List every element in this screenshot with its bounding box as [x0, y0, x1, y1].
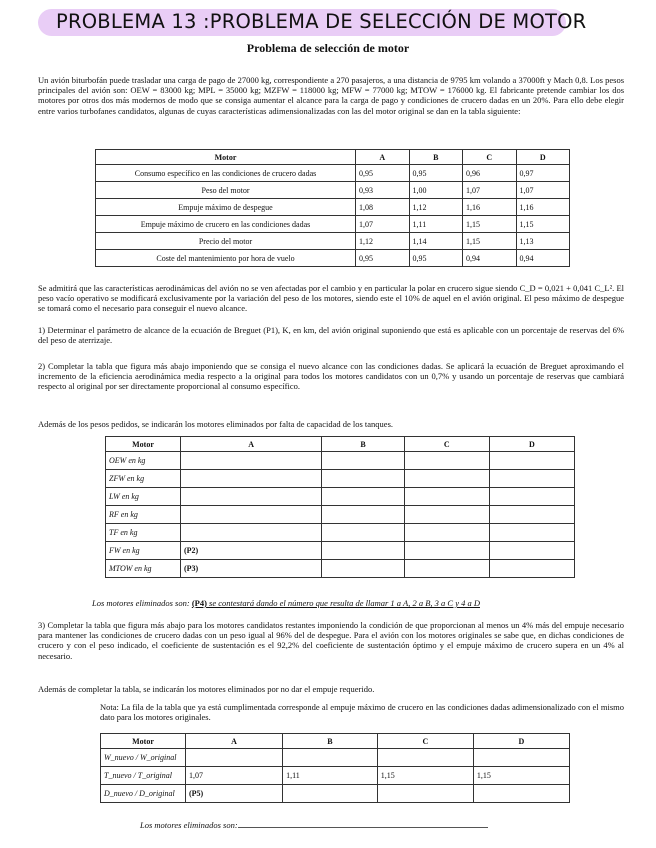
table-row [101, 767, 570, 785]
table2-cell[interactable] [489, 560, 574, 578]
table1-cell: 1,11 [409, 216, 463, 233]
table1-cell: 0,94 [516, 250, 570, 267]
table3-cell: 1,07 [186, 767, 283, 785]
table2-cell[interactable] [181, 470, 322, 488]
table2-cell[interactable] [322, 488, 404, 506]
table3-cell: W_nuevo / W_original [101, 749, 186, 767]
table1-cell: Empuje máximo de despegue [96, 199, 356, 216]
table1-cell: Peso del motor [96, 182, 356, 199]
table3-header-3: C [377, 734, 473, 749]
table1-cell: 1,12 [356, 233, 410, 250]
table2-cell[interactable] [322, 524, 404, 542]
table2-cell: RF en kg [106, 506, 181, 524]
table1-header-3: C [463, 150, 517, 165]
eliminated-engines-p4 [92, 598, 480, 608]
table2-cell[interactable] [489, 542, 574, 560]
table2-cell[interactable] [404, 452, 489, 470]
table2-cell[interactable] [489, 488, 574, 506]
table2-cell: OEW en kg [106, 452, 181, 470]
table2-header-4: D [489, 437, 574, 452]
table1-header-0: Motor [96, 150, 356, 165]
table-row [106, 524, 575, 542]
table2-cell[interactable] [322, 452, 404, 470]
thrust-drag-table [100, 733, 570, 803]
table1-header-4: D [516, 150, 570, 165]
elim1-prefix: Los motores eliminados son: [92, 598, 192, 608]
table1-cell: 1,15 [516, 216, 570, 233]
table1-cell: Consumo específico en las condiciones de crucero dadas [96, 165, 356, 182]
table1-cell: 1,08 [356, 199, 410, 216]
table2-cell[interactable] [181, 524, 322, 542]
table1-cell: 1,00 [409, 182, 463, 199]
table1-cell: 1,16 [463, 199, 517, 216]
table-row [106, 488, 575, 506]
elim1-rest: se contestará dando el número que resulta de llamar 1 a A, 2 a B, 3 a C y 4 a D [206, 598, 480, 608]
table2-cell[interactable] [489, 452, 574, 470]
table3-cell: 1,15 [473, 767, 569, 785]
table1-cell: 1,16 [516, 199, 570, 216]
page-subtitle: Problema de selección de motor [246, 41, 410, 55]
table3-cell[interactable] [186, 749, 283, 767]
table1-cell: Empuje máximo de crucero en las condiciones dadas [96, 216, 356, 233]
table2-cell: (P3) [181, 560, 322, 578]
table3-cell: D_nuevo / D_original [101, 785, 186, 803]
table2-header-1: A [181, 437, 322, 452]
eliminated-engines-final [140, 820, 488, 830]
table1-cell: 1,07 [463, 182, 517, 199]
question-2: 2) Completar la tabla que figura más abajo imponiendo que se consiga el nuevo alcance con las condiciones dadas. Se aplicará la ecuación de Breguet aproximando el incremento de la eficiencia aerodinámica media respecto a la original para todos los motores candidatos con un 0,7% y usando un porcentaje de reservas que cambiará respecto al original por ser directamente proporcional al consumo específico. [38, 361, 624, 392]
table2-cell: FW en kg [106, 542, 181, 560]
weights-table [105, 436, 575, 578]
table1-header-1: A [356, 150, 410, 165]
table2-cell[interactable] [404, 560, 489, 578]
question-3: 3) Completar la tabla que figura más abajo para los motores candidatos restantes imponiendo la condición de que proporcionan al menos un 4% más del empuje necesario para mantener las condiciones de crucero dadas con un peso igual al 96% del de despegue. Para el avión con los motores originales se sabe que, en dichas condiciones de crucero y con el peso indicado, el coeficiente de sustentación es el 92,2% del coeficiente de sustentación óptimo y el empuje máximo de crucero supera en un 4% al necesario. [38, 620, 624, 661]
table-row [96, 199, 570, 216]
table2-header-0: Motor [106, 437, 181, 452]
table-row [96, 165, 570, 182]
table2-cell[interactable] [404, 488, 489, 506]
table-row [106, 452, 575, 470]
table1-cell: 0,95 [409, 165, 463, 182]
table2-cell: MTOW en kg [106, 560, 181, 578]
table2-cell: ZFW en kg [106, 470, 181, 488]
table2-cell[interactable] [404, 542, 489, 560]
engine-characteristics-table [95, 149, 570, 267]
table-note: Nota: La fila de la tabla que ya está cumplimentada corresponde al empuje máximo de crucero en las condiciones dadas adimensionalizado con el mismo dato para los motores originales. [100, 702, 624, 723]
table-row [106, 470, 575, 488]
table3-header-4: D [473, 734, 569, 749]
table3-cell[interactable] [473, 749, 569, 767]
table1-cell: 0,97 [516, 165, 570, 182]
table-row [101, 749, 570, 767]
table-row [106, 560, 575, 578]
table2-cell[interactable] [322, 470, 404, 488]
table1-cell: 1,07 [356, 216, 410, 233]
table2-cell: TF en kg [106, 524, 181, 542]
table2-cell: LW en kg [106, 488, 181, 506]
banner-title: PROBLEMA 13 :PROBLEMA DE SELECCIÓN DE MOTOR [56, 10, 587, 33]
table1-cell: Precio del motor [96, 233, 356, 250]
table3-cell[interactable] [283, 785, 378, 803]
table-row [96, 182, 570, 199]
table2-cell[interactable] [181, 506, 322, 524]
table2-cell[interactable] [489, 470, 574, 488]
table2-cell[interactable] [489, 524, 574, 542]
table1-cell: 1,07 [516, 182, 570, 199]
table2-cell: (P2) [181, 542, 322, 560]
table3-cell: 1,11 [283, 767, 378, 785]
table1-cell: 1,14 [409, 233, 463, 250]
table1-cell: 0,94 [463, 250, 517, 267]
table-row [106, 542, 575, 560]
table-row [101, 785, 570, 803]
table1-cell: 0,95 [409, 250, 463, 267]
table3-cell: 1,15 [377, 767, 473, 785]
table-row [96, 233, 570, 250]
table1-cell: 1,15 [463, 216, 517, 233]
assumptions-paragraph: Se admitirá que las características aerodinámicas del avión no se ven afectadas por el cambio y en particular la polar en crucero sigue siendo C_D = 0,021 + 0,041 C_L². El peso vacío operativo se modificará exclusivamente por la variación del peso de los motores, siendo este el 10% de aquel en el avión original. El peso máximo de despegue se tomará como el necesario para conseguir el nuevo alcance. [38, 283, 624, 314]
table3-cell[interactable] [377, 749, 473, 767]
table2-cell[interactable] [404, 524, 489, 542]
table2-cell[interactable] [322, 560, 404, 578]
table2-cell[interactable] [322, 506, 404, 524]
table2-header-2: B [322, 437, 404, 452]
table3-header-1: A [186, 734, 283, 749]
table-row [106, 506, 575, 524]
table2-cell[interactable] [489, 506, 574, 524]
table1-cell: 0,95 [356, 165, 410, 182]
elim2-label: Los motores eliminados son: [140, 820, 238, 830]
table-row [96, 216, 570, 233]
table1-cell: 1,13 [516, 233, 570, 250]
table1-cell: 0,96 [463, 165, 517, 182]
table1-cell: Coste del mantenimiento por hora de vuelo [96, 250, 356, 267]
table3-cell: (P5) [186, 785, 283, 803]
question-3-note: Además de completar la tabla, se indicarán los motores eliminados por no dar el empuje requerido. [38, 684, 375, 694]
answer-line[interactable] [238, 827, 488, 828]
table3-cell[interactable] [283, 749, 378, 767]
table1-cell: 1,15 [463, 233, 517, 250]
table1-cell: 0,93 [356, 182, 410, 199]
table3-header-2: B [283, 734, 378, 749]
elim1-p4: (P4) [191, 598, 207, 608]
intro-paragraph: Un avión biturbofán puede trasladar una carga de pago de 27000 kg, correspondiente a 270 pasajeros, a una distancia de 9795 km volando a 37000ft y Mach 0,8. Los pesos principales del avión son: OEW = 83000 kg; MPL = 35000 kg; MZFW = 118000 kg; MFW = 77000 kg; MTOW = 176000 kg. El fabricante pretende cambiar los dos motores por otros dos más modernos de modo que se consiga aumentar el alcance para la carga de pago y condiciones de crucero dadas en un 20%. Para ello debe elegir entre varios turbofanes candidatos, algunas de cuyas características adimensionalizadas con las del motor original se dan en la tabla siguiente: [38, 75, 624, 116]
table2-cell[interactable] [404, 506, 489, 524]
table3-cell[interactable] [377, 785, 473, 803]
table1-cell: 1,12 [409, 199, 463, 216]
table2-cell[interactable] [404, 470, 489, 488]
question-1: 1) Determinar el parámetro de alcance de la ecuación de Breguet (P1), K, en km, del avión original suponiendo que está es aplicable con un porcentaje de reservas del 6% del peso de aterrizaje. [38, 325, 624, 346]
question-2-note: Además de los pesos pedidos, se indicarán los motores eliminados por falta de capacidad de los tanques. [38, 419, 394, 429]
table3-cell[interactable] [473, 785, 569, 803]
table1-cell: 0,95 [356, 250, 410, 267]
table3-cell: T_nuevo / T_original [101, 767, 186, 785]
table2-header-3: C [404, 437, 489, 452]
table1-header-2: B [409, 150, 463, 165]
table2-cell[interactable] [181, 488, 322, 506]
table3-header-0: Motor [101, 734, 186, 749]
table2-cell[interactable] [181, 452, 322, 470]
table-row [96, 250, 570, 267]
table2-cell[interactable] [322, 542, 404, 560]
